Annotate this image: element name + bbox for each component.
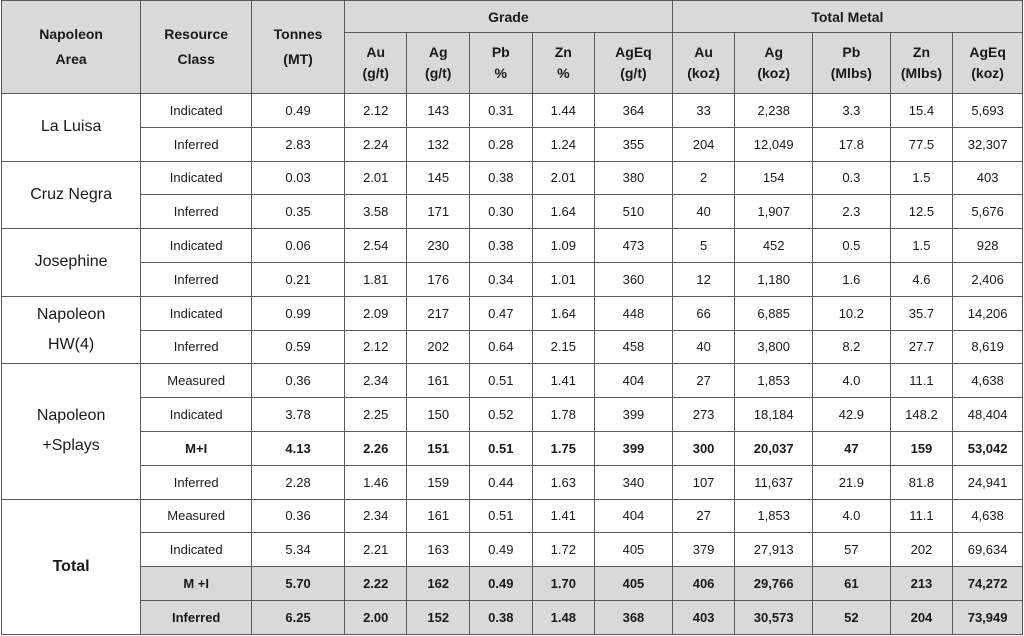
value-cell: 27,913 <box>735 533 813 567</box>
value-cell: 368 <box>595 600 673 634</box>
value-cell: 1.64 <box>532 195 595 229</box>
resource-class-cell: Measured <box>141 364 252 398</box>
header-tonnes: Tonnes (MT) <box>252 1 345 94</box>
value-cell: 404 <box>595 499 673 533</box>
value-cell: 48,404 <box>953 398 1023 432</box>
value-cell: 12 <box>672 262 735 296</box>
area-cell: Napoleon HW(4) <box>2 296 141 364</box>
value-cell: 33 <box>672 94 735 128</box>
value-cell: 0.35 <box>252 195 345 229</box>
value-cell: 0.36 <box>252 499 345 533</box>
value-cell: 11.1 <box>890 499 953 533</box>
value-cell: 57 <box>813 533 891 567</box>
value-cell: 6.25 <box>252 600 345 634</box>
value-cell: 1.01 <box>532 262 595 296</box>
value-cell: 18,184 <box>735 398 813 432</box>
value-cell: 1.5 <box>890 161 953 195</box>
value-cell: 0.64 <box>470 330 533 364</box>
value-cell: 2.54 <box>344 229 407 263</box>
value-cell: 145 <box>407 161 470 195</box>
value-cell: 217 <box>407 296 470 330</box>
value-cell: 2.26 <box>344 431 407 465</box>
value-cell: 24,941 <box>953 465 1023 499</box>
value-cell: 0.36 <box>252 364 345 398</box>
value-cell: 5.70 <box>252 567 345 601</box>
value-cell: 154 <box>735 161 813 195</box>
value-cell: 928 <box>953 229 1023 263</box>
value-cell: 1.41 <box>532 499 595 533</box>
value-cell: 8,619 <box>953 330 1023 364</box>
value-cell: 2.09 <box>344 296 407 330</box>
value-cell: 340 <box>595 465 673 499</box>
value-cell: 3.3 <box>813 94 891 128</box>
table-row <box>2 364 1023 398</box>
header-grade-ageq: AgEq (g/t) <box>595 33 673 94</box>
value-cell: 0.51 <box>470 431 533 465</box>
value-cell: 0.03 <box>252 161 345 195</box>
header-metal-ageq: AgEq (koz) <box>953 33 1023 94</box>
value-cell: 5 <box>672 229 735 263</box>
header-metal-au: Au (koz) <box>672 33 735 94</box>
value-cell: 12,049 <box>735 127 813 161</box>
value-cell: 8.2 <box>813 330 891 364</box>
value-cell: 458 <box>595 330 673 364</box>
value-cell: 1.63 <box>532 465 595 499</box>
value-cell: 0.30 <box>470 195 533 229</box>
value-cell: 12.5 <box>890 195 953 229</box>
value-cell: 3.58 <box>344 195 407 229</box>
value-cell: 1,180 <box>735 262 813 296</box>
value-cell: 2.12 <box>344 94 407 128</box>
value-cell: 40 <box>672 195 735 229</box>
value-cell: 0.38 <box>470 229 533 263</box>
header-grade-pb: Pb % <box>470 33 533 94</box>
value-cell: 2.01 <box>532 161 595 195</box>
table-row <box>2 262 1023 296</box>
value-cell: 204 <box>890 600 953 634</box>
value-cell: 1.75 <box>532 431 595 465</box>
resource-class-cell: Indicated <box>141 398 252 432</box>
value-cell: 4,638 <box>953 364 1023 398</box>
header-grade-ag: Ag (g/t) <box>407 33 470 94</box>
value-cell: 2,406 <box>953 262 1023 296</box>
value-cell: 2,238 <box>735 94 813 128</box>
value-cell: 1,853 <box>735 499 813 533</box>
table-row <box>2 600 1023 634</box>
value-cell: 0.3 <box>813 161 891 195</box>
value-cell: 143 <box>407 94 470 128</box>
value-cell: 69,634 <box>953 533 1023 567</box>
table-body <box>2 94 1023 635</box>
value-cell: 3,800 <box>735 330 813 364</box>
header-grade-group: Grade <box>344 1 672 33</box>
table-row <box>2 567 1023 601</box>
value-cell: 2.12 <box>344 330 407 364</box>
value-cell: 0.28 <box>470 127 533 161</box>
value-cell: 399 <box>595 431 673 465</box>
resource-class-cell: Indicated <box>141 533 252 567</box>
value-cell: 1.81 <box>344 262 407 296</box>
table-header <box>2 1 1023 94</box>
value-cell: 150 <box>407 398 470 432</box>
value-cell: 11.1 <box>890 364 953 398</box>
value-cell: 29,766 <box>735 567 813 601</box>
value-cell: 20,037 <box>735 431 813 465</box>
value-cell: 5,676 <box>953 195 1023 229</box>
value-cell: 0.49 <box>470 533 533 567</box>
value-cell: 406 <box>672 567 735 601</box>
value-cell: 152 <box>407 600 470 634</box>
resource-class-cell: Inferred <box>141 600 252 634</box>
area-cell: Total <box>2 499 141 634</box>
table-row <box>2 533 1023 567</box>
value-cell: 0.31 <box>470 94 533 128</box>
resource-class-cell: Inferred <box>141 465 252 499</box>
value-cell: 74,272 <box>953 567 1023 601</box>
value-cell: 0.51 <box>470 364 533 398</box>
value-cell: 176 <box>407 262 470 296</box>
value-cell: 404 <box>595 364 673 398</box>
value-cell: 61 <box>813 567 891 601</box>
value-cell: 161 <box>407 364 470 398</box>
area-cell: Josephine <box>2 229 141 297</box>
value-cell: 2.34 <box>344 364 407 398</box>
resource-class-cell: Inferred <box>141 195 252 229</box>
value-cell: 405 <box>595 567 673 601</box>
value-cell: 1.72 <box>532 533 595 567</box>
header-grade-au: Au (g/t) <box>344 33 407 94</box>
value-cell: 0.99 <box>252 296 345 330</box>
value-cell: 230 <box>407 229 470 263</box>
value-cell: 11,637 <box>735 465 813 499</box>
value-cell: 148.2 <box>890 398 953 432</box>
value-cell: 405 <box>595 533 673 567</box>
value-cell: 4.13 <box>252 431 345 465</box>
value-cell: 1.78 <box>532 398 595 432</box>
header-metal-ag: Ag (koz) <box>735 33 813 94</box>
resource-class-cell: Measured <box>141 499 252 533</box>
resource-class-cell: M +I <box>141 567 252 601</box>
value-cell: 159 <box>890 431 953 465</box>
table-row <box>2 296 1023 330</box>
value-cell: 32,307 <box>953 127 1023 161</box>
resource-class-cell: Inferred <box>141 330 252 364</box>
value-cell: 2.25 <box>344 398 407 432</box>
value-cell: 0.44 <box>470 465 533 499</box>
value-cell: 171 <box>407 195 470 229</box>
value-cell: 132 <box>407 127 470 161</box>
value-cell: 403 <box>953 161 1023 195</box>
value-cell: 300 <box>672 431 735 465</box>
resource-class-cell: Indicated <box>141 94 252 128</box>
value-cell: 73,949 <box>953 600 1023 634</box>
value-cell: 81.8 <box>890 465 953 499</box>
table-row <box>2 94 1023 128</box>
value-cell: 0.47 <box>470 296 533 330</box>
value-cell: 380 <box>595 161 673 195</box>
value-cell: 107 <box>672 465 735 499</box>
value-cell: 27 <box>672 499 735 533</box>
value-cell: 1.44 <box>532 94 595 128</box>
value-cell: 202 <box>890 533 953 567</box>
value-cell: 399 <box>595 398 673 432</box>
value-cell: 17.8 <box>813 127 891 161</box>
value-cell: 202 <box>407 330 470 364</box>
value-cell: 0.52 <box>470 398 533 432</box>
value-cell: 2.22 <box>344 567 407 601</box>
value-cell: 0.51 <box>470 499 533 533</box>
value-cell: 0.21 <box>252 262 345 296</box>
resource-class-cell: Indicated <box>141 296 252 330</box>
table-row <box>2 127 1023 161</box>
value-cell: 1.70 <box>532 567 595 601</box>
value-cell: 1.5 <box>890 229 953 263</box>
value-cell: 2.3 <box>813 195 891 229</box>
value-cell: 2.28 <box>252 465 345 499</box>
table-row <box>2 465 1023 499</box>
value-cell: 27.7 <box>890 330 953 364</box>
value-cell: 5.34 <box>252 533 345 567</box>
table-row <box>2 195 1023 229</box>
value-cell: 473 <box>595 229 673 263</box>
resource-class-cell: Indicated <box>141 161 252 195</box>
value-cell: 0.59 <box>252 330 345 364</box>
value-cell: 2.34 <box>344 499 407 533</box>
value-cell: 163 <box>407 533 470 567</box>
value-cell: 364 <box>595 94 673 128</box>
table-row <box>2 161 1023 195</box>
value-cell: 77.5 <box>890 127 953 161</box>
value-cell: 2.15 <box>532 330 595 364</box>
value-cell: 1.6 <box>813 262 891 296</box>
value-cell: 3.78 <box>252 398 345 432</box>
value-cell: 10.2 <box>813 296 891 330</box>
value-cell: 1.24 <box>532 127 595 161</box>
value-cell: 1,853 <box>735 364 813 398</box>
table-row <box>2 431 1023 465</box>
value-cell: 161 <box>407 499 470 533</box>
value-cell: 0.38 <box>470 161 533 195</box>
value-cell: 27 <box>672 364 735 398</box>
value-cell: 213 <box>890 567 953 601</box>
value-cell: 448 <box>595 296 673 330</box>
resource-class-cell: M+I <box>141 431 252 465</box>
value-cell: 452 <box>735 229 813 263</box>
area-cell: Cruz Negra <box>2 161 141 229</box>
value-cell: 53,042 <box>953 431 1023 465</box>
value-cell: 379 <box>672 533 735 567</box>
value-cell: 360 <box>595 262 673 296</box>
value-cell: 6,885 <box>735 296 813 330</box>
header-total-metal-group: Total Metal <box>672 1 1022 33</box>
value-cell: 4.0 <box>813 499 891 533</box>
value-cell: 2.24 <box>344 127 407 161</box>
value-cell: 1.46 <box>344 465 407 499</box>
value-cell: 4.6 <box>890 262 953 296</box>
resource-class-cell: Inferred <box>141 262 252 296</box>
value-cell: 15.4 <box>890 94 953 128</box>
value-cell: 52 <box>813 600 891 634</box>
value-cell: 1.09 <box>532 229 595 263</box>
header-napoleon-area: Napoleon Area <box>2 1 141 94</box>
value-cell: 30,573 <box>735 600 813 634</box>
value-cell: 40 <box>672 330 735 364</box>
value-cell: 66 <box>672 296 735 330</box>
header-resource-class: Resource Class <box>141 1 252 94</box>
value-cell: 35.7 <box>890 296 953 330</box>
value-cell: 1,907 <box>735 195 813 229</box>
area-cell: Napoleon +Splays <box>2 364 141 499</box>
value-cell: 5,693 <box>953 94 1023 128</box>
value-cell: 355 <box>595 127 673 161</box>
resource-class-cell: Indicated <box>141 229 252 263</box>
value-cell: 0.49 <box>252 94 345 128</box>
value-cell: 2 <box>672 161 735 195</box>
value-cell: 21.9 <box>813 465 891 499</box>
table-row <box>2 499 1023 533</box>
resource-class-cell: Inferred <box>141 127 252 161</box>
value-cell: 273 <box>672 398 735 432</box>
header-grade-zn: Zn % <box>532 33 595 94</box>
table-row <box>2 229 1023 263</box>
value-cell: 0.34 <box>470 262 533 296</box>
value-cell: 0.5 <box>813 229 891 263</box>
value-cell: 162 <box>407 567 470 601</box>
value-cell: 2.00 <box>344 600 407 634</box>
value-cell: 0.49 <box>470 567 533 601</box>
header-metal-pb: Pb (Mlbs) <box>813 33 891 94</box>
value-cell: 159 <box>407 465 470 499</box>
value-cell: 4.0 <box>813 364 891 398</box>
value-cell: 2.21 <box>344 533 407 567</box>
value-cell: 4,638 <box>953 499 1023 533</box>
value-cell: 0.38 <box>470 600 533 634</box>
area-cell: La Luisa <box>2 94 141 162</box>
value-cell: 2.01 <box>344 161 407 195</box>
value-cell: 47 <box>813 431 891 465</box>
value-cell: 151 <box>407 431 470 465</box>
resource-table <box>1 0 1023 635</box>
value-cell: 0.06 <box>252 229 345 263</box>
value-cell: 403 <box>672 600 735 634</box>
table-row <box>2 330 1023 364</box>
value-cell: 510 <box>595 195 673 229</box>
value-cell: 1.64 <box>532 296 595 330</box>
value-cell: 14,206 <box>953 296 1023 330</box>
header-metal-zn: Zn (Mlbs) <box>890 33 953 94</box>
value-cell: 2.83 <box>252 127 345 161</box>
value-cell: 204 <box>672 127 735 161</box>
value-cell: 1.41 <box>532 364 595 398</box>
table-row <box>2 398 1023 432</box>
value-cell: 1.48 <box>532 600 595 634</box>
value-cell: 42.9 <box>813 398 891 432</box>
